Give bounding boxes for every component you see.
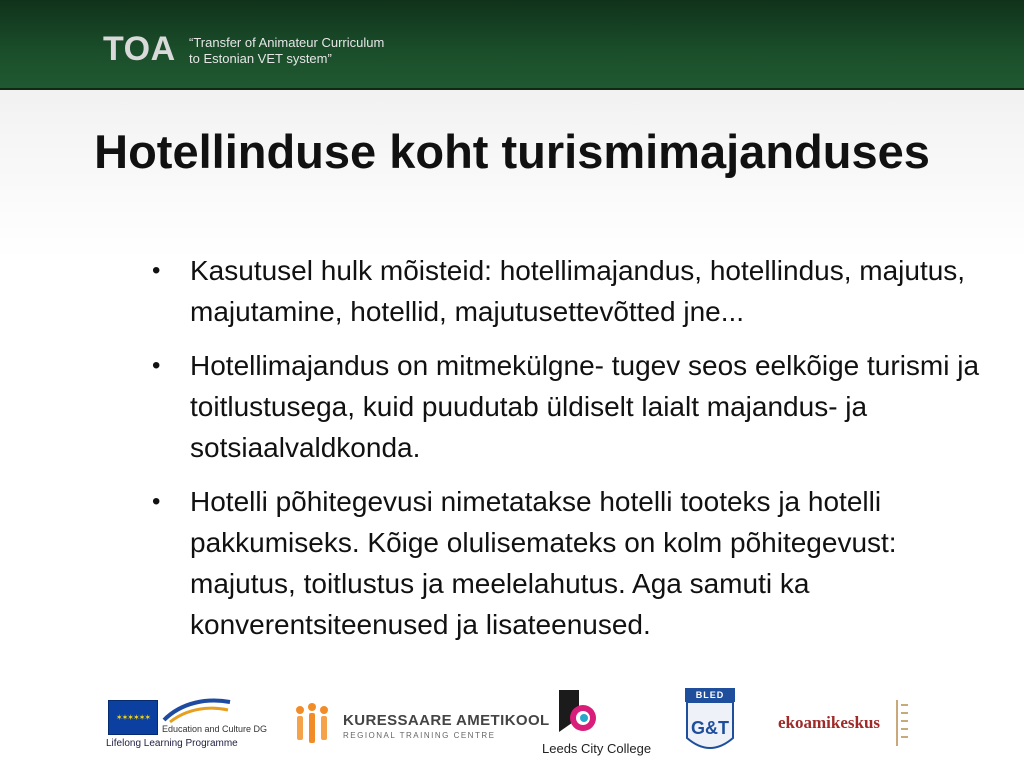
bullet-item xyxy=(152,481,992,645)
kuressaare-name: KURESSAARE AMETIKOOL xyxy=(343,712,550,729)
bullet-item xyxy=(152,345,992,468)
footer-logos xyxy=(0,680,1024,768)
kuressaare-people-icon xyxy=(292,702,332,746)
ekoamikeskus-text: ekoamikeskus xyxy=(778,713,881,732)
lifelong-learning-text: Lifelong Learning Programme xyxy=(106,738,238,749)
toa-logo: TOA xyxy=(103,30,176,68)
leeds-city-college-icon xyxy=(555,688,599,738)
leeds-city-college-text: Leeds City College xyxy=(542,741,652,756)
bullet-text: Kasutusel hulk mõisteid: hotellimajandus, hotellindus, majutus, majutamine, hotellid, majutusettevõtted jne... xyxy=(190,255,966,327)
bullet-item xyxy=(152,250,992,332)
bullet-text: Hotelli põhitegevusi nimetatakse hotelli tooteks ja hotelli pakkumiseks. Kõige olulisemateks on kolm põhitegevust: majutus, toitlustus ja meelelahutus. Aga samuti ka konverentsiteenused ja lisateenused. xyxy=(190,486,897,640)
bullet-dot-icon: • xyxy=(152,488,161,515)
bullet-dot-icon: • xyxy=(152,352,161,379)
education-swoosh-icon xyxy=(162,696,232,724)
bled-initials: G&T xyxy=(691,718,729,738)
toa-subtitle xyxy=(189,35,384,67)
eu-flag-icon: ✶✶✶✶✶✶ xyxy=(108,700,158,735)
bullet-dot-icon: • xyxy=(152,257,161,284)
bled-label: BLED xyxy=(685,688,735,702)
toa-subtitle-line1: “Transfer of Animateur Curriculum xyxy=(189,35,385,50)
education-culture-text: Education and Culture DG xyxy=(162,724,268,734)
slide-title: Hotellinduse koht turismimajanduses xyxy=(94,125,930,178)
bullet-text: Hotellimajandus on mitmekülgne- tugev seos eelkõige turismi ja toitlustusega, kuid puudutab üldiselt laialt majandus- ja sotsiaalvaldkonda. xyxy=(190,350,980,463)
header-divider xyxy=(0,88,1024,90)
bullet-list xyxy=(152,250,992,658)
toa-subtitle-line2: to Estonian VET system” xyxy=(189,51,332,66)
kuressaare-subtitle: REGIONAL TRAINING CENTRE xyxy=(343,731,496,740)
ekoamikeskus-lines-icon xyxy=(894,698,910,748)
header-bar xyxy=(0,0,1024,90)
